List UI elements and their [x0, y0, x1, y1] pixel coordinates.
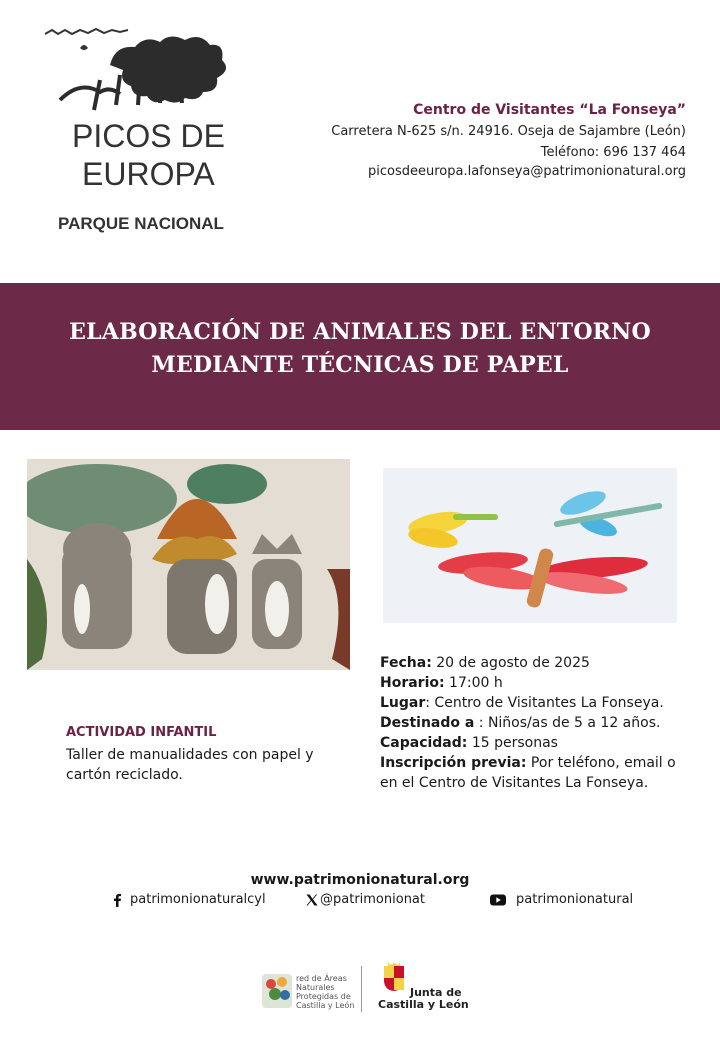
destinado-value: : Niños/as de 5 a 12 años.: [474, 715, 661, 731]
inscripcion-label: Inscripción previa:: [380, 755, 527, 771]
lugar-label: Lugar: [380, 695, 426, 711]
visitor-center-phone: Teléfono: 696 137 464: [540, 145, 686, 160]
x-handle: @patrimonionat: [320, 892, 425, 907]
horario-value: 17:00 h: [444, 675, 503, 691]
capacidad-label: Capacidad:: [380, 735, 468, 751]
lugar-value: : Centro de Visitantes La Fonseya.: [425, 695, 664, 711]
event-details: [380, 653, 680, 793]
facebook-icon: [112, 893, 122, 907]
paper-animals-photo: [27, 459, 350, 670]
fecha-value: 20 de agosto de 2025: [431, 655, 590, 671]
detail-horario: [380, 673, 680, 693]
activity-type-label: ACTIVIDAD INFANTIL: [66, 725, 217, 740]
capacidad-value: 15 personas: [467, 735, 558, 751]
jcyl-text-line-1: Junta de: [410, 986, 462, 999]
inscripcion-value: Por teléfono, email o en el Centro de Visitantes La Fonseya.: [380, 755, 676, 791]
youtube-link[interactable]: [490, 892, 633, 907]
detail-capacidad: [380, 733, 680, 753]
junta-castilla-leon-shield: [382, 962, 406, 992]
logo-text-picos: PICOS DE: [72, 118, 225, 154]
horario-label: Horario:: [380, 675, 445, 691]
x-link[interactable]: [306, 892, 425, 907]
youtube-icon: [490, 894, 506, 906]
website-link[interactable]: www.patrimonionatural.org: [250, 872, 470, 888]
banner-title-line-1: ELABORACIÓN DE ANIMALES DEL ENTORNO: [69, 319, 651, 345]
logo-divider: [361, 966, 362, 1012]
detail-fecha: [380, 653, 680, 673]
facebook-link[interactable]: [112, 892, 266, 907]
jcyl-text-line-2: Castilla y León: [378, 998, 469, 1011]
detail-destinado: [380, 713, 680, 733]
visitor-center-email[interactable]: picosdeeuropa.lafonseya@patrimonionatural.org: [368, 164, 686, 179]
visitor-center-title: Centro de Visitantes “La Fonseya”: [413, 102, 686, 118]
facebook-handle: patrimonionaturalcyl: [130, 892, 266, 907]
banner-title-line-2: MEDIANTE TÉCNICAS DE PAPEL: [151, 352, 569, 378]
destinado-label: Destinado a: [380, 715, 475, 731]
activity-description: Taller de manualidades con papel y cartón reciclado.: [66, 747, 314, 783]
x-icon: [306, 894, 318, 906]
red-areas-naturales-text: red de Áreas Naturales Protegidas de Castilla y León: [296, 974, 355, 1010]
youtube-handle: patrimonionatural: [516, 892, 634, 907]
logo-text-parque-nacional: PARQUE NACIONAL: [58, 214, 224, 233]
visitor-center-address: Carretera N-625 s/n. 24916. Oseja de Sajambre (León): [331, 124, 686, 139]
logo-text-europa: EUROPA: [82, 156, 215, 192]
paper-dragonflies-photo: [383, 468, 677, 623]
fecha-label: Fecha:: [380, 655, 432, 671]
detail-inscripcion: [380, 753, 680, 793]
detail-lugar: [380, 693, 680, 713]
